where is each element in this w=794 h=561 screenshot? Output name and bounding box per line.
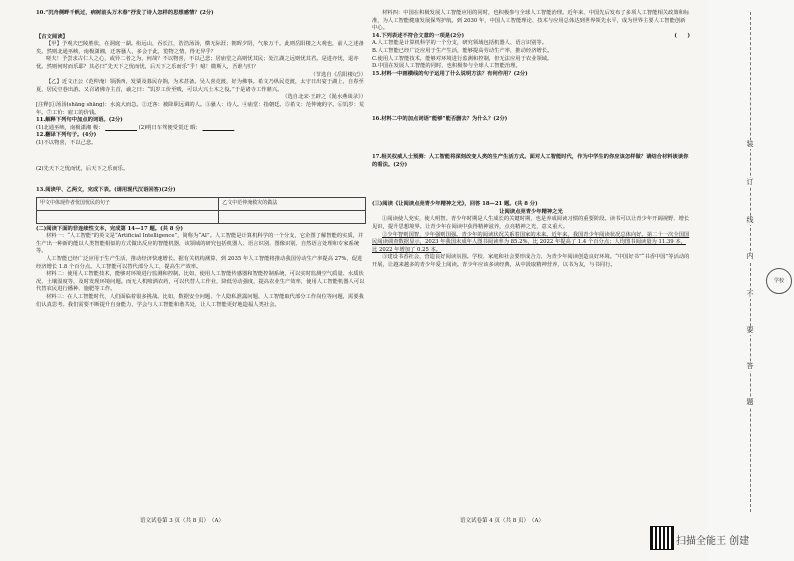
q11-b: (2)明日车驾便受贺迁 bbox=[138, 124, 189, 131]
binding-char: 不 bbox=[744, 290, 756, 299]
q14-option-b: B.人工智能已经广泛应用于生产生活，能够提高劳动生产率，推动经济增长。 bbox=[372, 47, 553, 54]
binding-dash-line bbox=[750, 12, 751, 512]
question-11: 11.解释下列句中加点的词语。(2分) bbox=[36, 117, 123, 124]
binding-char: 内 bbox=[744, 252, 756, 261]
material-1b: 人工智能已经广泛应用于生产生活，推动经济快速增长。据有关机构测算，到 2035 年人工智能将推动我国劳动生产率提高 27%，促进经济增长 1.8 个百分点。人工智能可以替代部分人工，提高生产效率。 bbox=[36, 256, 363, 270]
q11-a-blank[interactable] bbox=[105, 125, 137, 131]
answer-table bbox=[36, 197, 366, 224]
q14-answer-paren[interactable]: ( ) bbox=[674, 32, 690, 39]
question-12: 12.翻译下列句子。(4分) bbox=[36, 132, 97, 139]
q11-b-label: 暇： bbox=[190, 124, 201, 131]
scanner-watermark: 扫描全能王 创建 bbox=[676, 536, 750, 547]
yi-passage: 【乙】近文正公（范仲淹）领浙西，发粟及募民存饷，为术甚备。吴人喜竞渡，好为佛事。希文乃纵民竞渡，太守日出宴于湖上，自春至夏，居民空巷出游。又召诸佛寺主首，谕之曰：“饥岁工价至贱，可以大兴土木之役。”于是诸寺工作鼎兴。 bbox=[36, 79, 364, 93]
right-page bbox=[372, 10, 690, 269]
material-1: 材料一：“人工智能”的英文是“Artificial Intelligence”，简称为“AI”。人工智能是计算机科学的一个分支，它企图了解智能的实质，并生产出一种新的能以人类智能相似的方式做出反应的智能机器，该领域的研究包括机器人、语言识别、图像识别、自然语言处理和专家系统等。 bbox=[36, 233, 364, 255]
q12-a: (1)不以物喜，不以己悲。 bbox=[36, 139, 97, 146]
binding-char: 线 bbox=[744, 216, 756, 225]
reading-section-title: (三)阅读《让阅读点亮青少年精神之光》，回答 18—21 题。(共 8 分) bbox=[372, 201, 538, 208]
answer-space[interactable] bbox=[36, 18, 366, 32]
article-para-2: ②少年智则国智，少年强则国强。青少年的阅读状况关系着国家的未来。近年来，我国青少年阅读状况总体向好。第二十一次全国国民阅读调查数据显示，2023 年我国未成年人图书阅读率为 85.2%，比 2022 年提高了 1.4 个百分点；人均图书阅读量为 11.39 本，比 2022 年增加了 0.25 本。 bbox=[372, 231, 690, 253]
article-title: 让阅读点亮青少年精神之光 bbox=[499, 208, 563, 215]
qr-code-icon bbox=[650, 526, 674, 550]
answer-space[interactable] bbox=[36, 173, 366, 187]
question-17: 17.相关权威人士预测：人工智能将深刻改变人类的生产生活方式。面对人工智能时代，作为中学生的你应该怎样做？请结合材料谈谈你的看法。(2分) bbox=[372, 153, 689, 168]
modern-section-title: (二)阅读下面的非连续性文本，完成第 14—17 题。(共 8 分) bbox=[36, 225, 184, 232]
question-15: 15.材料一中画横线的句子运用了什么说明方法？有何作用？(2分) bbox=[372, 70, 528, 77]
classical-section-title: 【古文阅读】 bbox=[36, 33, 68, 40]
q14-text: 14.下列表述不符合文意的一项是(2分) bbox=[372, 32, 465, 39]
binding-char: 装 bbox=[744, 140, 756, 149]
binding-char: 订 bbox=[744, 178, 756, 187]
table-header-1: 甲文中体现作者忧国忧民的句子 bbox=[37, 197, 219, 210]
answer-space[interactable] bbox=[372, 124, 690, 154]
school-seal: 学校 bbox=[766, 268, 792, 294]
jia-passage: 【甲】予观夫巴陵胜状，在洞庭一湖。衔远山，吞长江，浩浩汤汤，横无际涯；朝晖夕阴，气象万千。此则岳阳楼之大观也，前人之述备矣。然则北通巫峡，南极潇湘，迁客骚人，多会于此，览物之情，得无异乎？ bbox=[36, 41, 364, 55]
answer-space[interactable] bbox=[372, 169, 690, 199]
q11-a: (1)北通巫峡，南极潇湘 bbox=[36, 124, 92, 131]
page-footer-right: 语文试卷第 4 页（共 8 页） （A） bbox=[460, 518, 544, 524]
article-para-1: ①阅读使人充实，使人明智。青少年时期是人生成长的关键时期，也是养成阅读习惯的重要阶段。读书可以让青少年开阔视野、增长见识，提升思想境界。让青少年在阅读中获得精神滋养，点亮精神之光，意义重大。 bbox=[372, 216, 690, 230]
table-cell-answer[interactable] bbox=[37, 210, 219, 223]
question-13: 13.阅读甲、乙两文，完成下表。(请用现代汉语回答)(2分) bbox=[36, 187, 176, 194]
q14-option-d: D.中国在发展人工智能的同时，也积极参与全球人工智能治理。 bbox=[372, 63, 521, 70]
material-3: 材料三：在人工智能时代，人们面临着很多挑战。比如，数据安全问题、个人隐私泄露问题、人工智能取代部分工作岗位等问题，需要我们认真思考。我们需要不断提升自身能力，学会与人工智能和谐共处，让人工智能更好地造福人类社会。 bbox=[36, 294, 364, 308]
yi-source: （选自北宋·王辟之《渑水燕谈录》） bbox=[282, 94, 366, 101]
article-para-3: ③建设书香社会，营造良好阅读氛围。学校、家庭和社会要形成合力，为青少年阅读创造良好环境。“中国好书”“书香中国”等活动的开展，让越来越多的青少年爱上阅读。青少年应该多读经典，从中汲取精神营养，以书为友，与书同行。 bbox=[372, 254, 690, 268]
jia-passage-2: 嗟夫！予尝求古仁人之心，或异二者之为，何哉？不以物喜，不以己悲；居庙堂之高则忧其民；处江湖之远则忧其君。是进亦忧，退亦忧。然则何时而乐耶？其必曰“先天下之忧而忧，后天下之乐而乐”乎！噫！微斯人，吾谁与归？ bbox=[36, 56, 359, 70]
answer-space[interactable] bbox=[372, 78, 690, 116]
material-2: 材料二：使用人工智能技术，能够对环境进行监测和控制。比如，使用人工智能传感器和智能控制系统，可以实时监测空气质量、水质状况、土壤湿度等，及时发现环境问题。而无人机喷洒农药，可以代替人工作业，降低劳动强度，提高农业生产效率，使用人工智能机器人可以代替农民进行播种、施肥等工作。 bbox=[36, 271, 365, 293]
table-cell-answer[interactable] bbox=[219, 210, 366, 223]
material-4: 材料四：中国在积极发展人工智能应用的同时，也积极参与全球人工智能治理。近年来，中国先后发布了多项人工智能相关政策和标准，为人工智能健康发展保驾护航。到 2030 年，中国人工智能理论、技术与应用总体达到世界领先水平，成为世界主要人工智能创新中心。 bbox=[372, 10, 690, 32]
notes: [注释]①汤汤(shāng shāng)：水流大而急。②迁客：被降职远调的人。③骚人：诗人。④庙堂：指朝廷。⑤希文：范仲淹的字。⑥饥岁：荒年。⑦工价：雇工的价钱。 bbox=[36, 101, 365, 116]
jia-source: （节选自《岳阳楼记》） bbox=[310, 71, 366, 78]
table-header-2: 乙文中范仲淹救灾的做法 bbox=[219, 197, 366, 210]
answer-space[interactable] bbox=[36, 148, 366, 166]
q11-b-blank[interactable] bbox=[203, 125, 235, 131]
q14-option-c: C.使用人工智能技术，能够对环境进行监测和控制，但无法应用于农业领域。 bbox=[372, 55, 553, 62]
binding-char: 答 bbox=[744, 362, 756, 371]
q11-a-label: 极： bbox=[92, 124, 104, 131]
page-footer-left: 语文试卷第 3 页（共 8 页） （A） bbox=[140, 518, 224, 524]
question-10: 10.“沉舟侧畔千帆过，病树前头万木春”抒发了诗人怎样的思想感情？(2分) bbox=[36, 10, 214, 16]
q14-option-a: A.人工智能是计算机科学的一个分支，研究领域包括机器人、语言识别等。 bbox=[372, 40, 548, 47]
binding-char: 题 bbox=[744, 398, 756, 407]
question-16: 16.材料二中的加点词语“能够”能否删去？为什么？(2分) bbox=[372, 116, 508, 123]
left-page bbox=[36, 10, 366, 309]
binding-char: 要 bbox=[744, 326, 756, 335]
q12-b: (2)先天下之忧而忧，后天下之乐而乐。 bbox=[36, 165, 129, 172]
